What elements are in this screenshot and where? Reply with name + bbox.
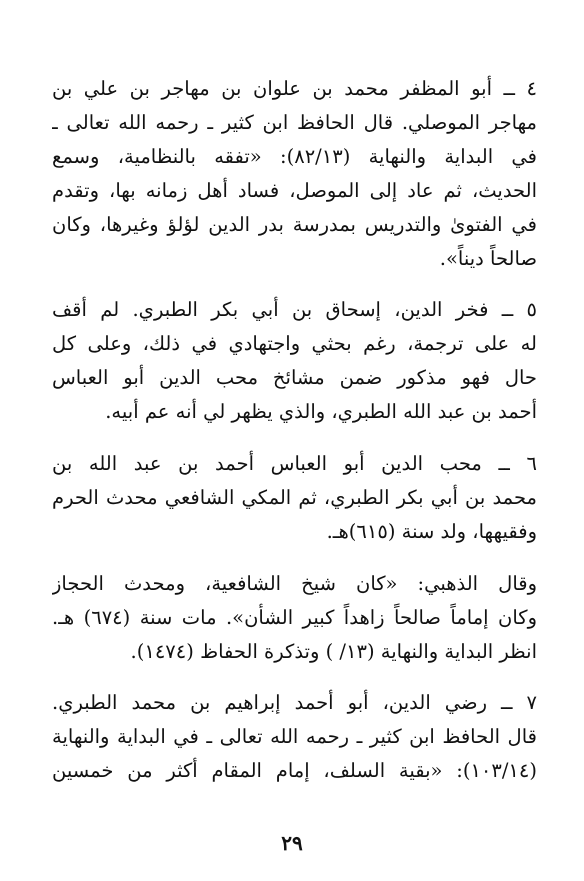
text-line: أحمد بن عبد الله الطبري، والذي يظهر لي أنه عم أبيه. xyxy=(105,400,537,423)
page-number: ٢٩ xyxy=(281,831,303,855)
text-line: ٤ ــ أبو المظفر محمد بن علوان بن مهاجر بن علي بن xyxy=(52,77,537,100)
text-line: مهاجر الموصلي. قال الحافظ ابن كثير ـ رحمه الله تعالى ـ xyxy=(52,111,537,134)
text-line: صالحاً ديناً». xyxy=(439,247,537,270)
text-line: (١٠٣/١٤): «بقية السلف، إمام المقام أكثر من خمسين xyxy=(52,759,537,782)
text-line: حال فهو مذكور ضمن مشائخ محب الدين أبو العباس xyxy=(52,366,537,389)
text-line: وفقيهها، ولد سنة (٦١٥)هـ. xyxy=(326,520,537,543)
text-line: له على ترجمة، رغم بحثي واجتهادي في ذلك، وعلى كل xyxy=(52,332,537,355)
text-line: في البداية والنهاية (٨٢/١٣): «تفقه بالنظامية، وسمع xyxy=(52,145,537,168)
text-line: ٧ ــ رضي الدين، أبو أحمد إبراهيم بن محمد الطبري. xyxy=(52,691,537,714)
text-line: ٦ ــ محب الدين أبو العباس أحمد بن عبد الله بن xyxy=(52,452,537,475)
text-line: محمد بن أبي بكر الطبري، ثم المكي الشافعي محدث الحرم xyxy=(52,486,537,509)
text-line: قال الحافظ ابن كثير ـ رحمه الله تعالى ـ في البداية والنهاية xyxy=(52,725,537,748)
text-line: ٥ ــ فخر الدين، إسحاق بن أبي بكر الطبري. لم أقف xyxy=(52,298,537,321)
text-line: الحديث، ثم عاد إلى الموصل، فساد أهل زمانه بها، وتقدم xyxy=(52,179,537,202)
text-line: وكان إماماً صالحاً زاهداً كبير الشأن». مات سنة (٦٧٤) هـ. xyxy=(52,606,537,629)
text-line: انظر البداية والنهاية (١٣/ ) وتذكرة الحفاظ (١٤٧٤). xyxy=(130,640,537,663)
text-line: وقال الذهبي: «كان شيخ الشافعية، ومحدث الحجاز xyxy=(52,572,537,595)
text-line: في الفتوىٰ والتدريس بمدرسة بدر الدين لؤلؤ وغيرها، وكان xyxy=(52,213,537,236)
